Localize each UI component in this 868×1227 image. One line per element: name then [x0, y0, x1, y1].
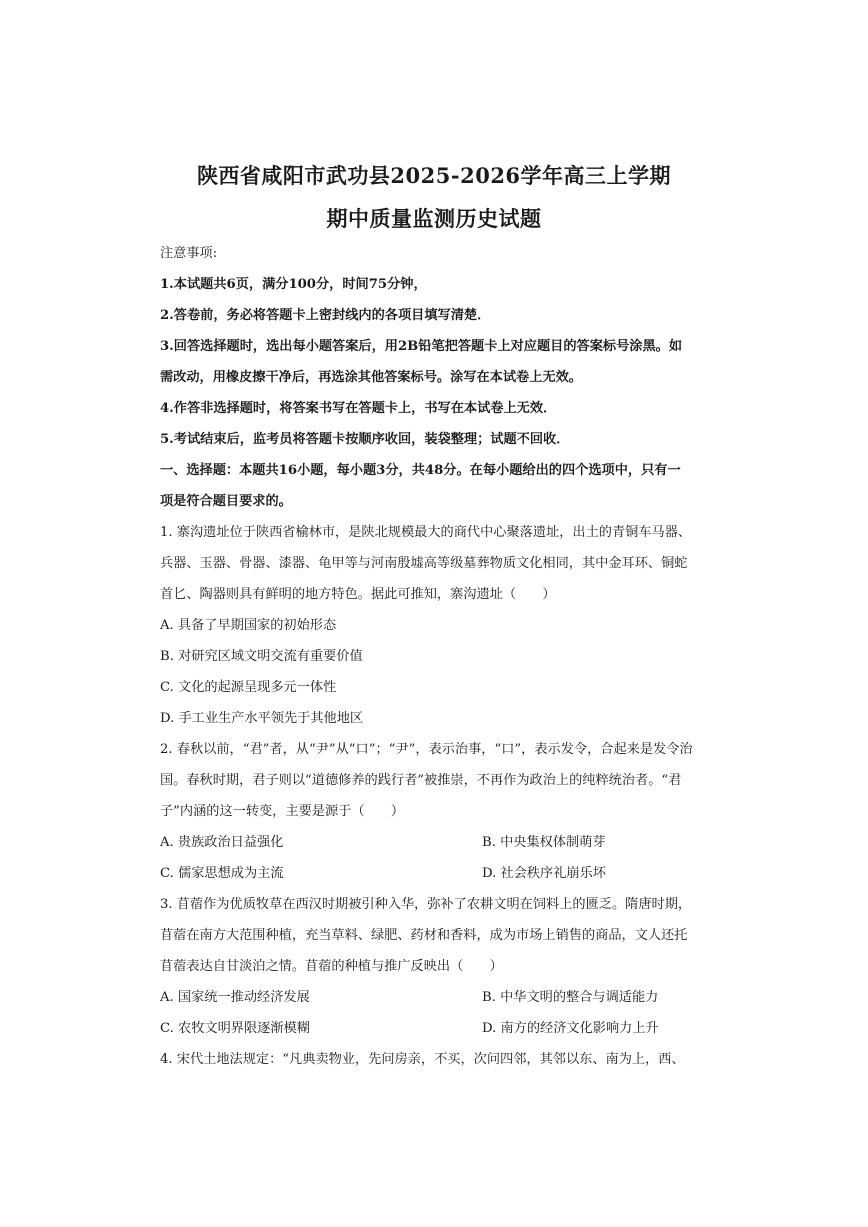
- notice-item: 5.考试结束后，监考员将答题卡按顺序收回，装袋整理；试题不回收．: [160, 432, 570, 447]
- option-a: A. 贵族政治日益强化: [160, 835, 284, 850]
- option-d: D. 手工业生产水平领先于其他地区: [160, 711, 364, 726]
- notice-heading: 注意事项:: [160, 246, 218, 261]
- notice-item: 3.回答选择题时，选出每小题答案后，用2B铅笔把答题卡上对应题目的答案标号涂黑。如: [160, 339, 683, 354]
- exam-title-line1: 陕西省咸阳市武功县2025-2026学年高三上学期: [196, 163, 672, 188]
- option-b: B. 中央集权体制萌芽: [482, 835, 606, 850]
- question-stem: 苜蓿在南方大范围种植，充当草料、绿肥、药材和香料，成为市场上销售的商品，文人还托: [160, 928, 688, 943]
- notice-item: 2.答卷前，务必将答题卡上密封线内的各项目填写清楚．: [160, 308, 491, 323]
- notice-item: 1.本试题共6页，满分100分，时间75分钟，: [160, 277, 427, 292]
- question-stem: 子”内涵的这一转变，主要是源于（ ）: [160, 804, 405, 819]
- question-stem: 首匕、陶器则具有鲜明的地方特色。据此可推知，寨沟遗址（ ）: [160, 587, 556, 602]
- question-stem: 国。春秋时期，君子则以“道德修养的践行者”被推崇，不再作为政治上的纯粹统治者。“君: [160, 773, 682, 788]
- option-a: A. 具备了早期国家的初始形态: [160, 618, 337, 633]
- option-a: A. 国家统一推动经济发展: [160, 990, 310, 1005]
- section-heading: 一、选择题：本题共16小题，每小题3分，共48分。在每小题给出的四个选项中，只有一: [160, 463, 681, 478]
- notice-item: 4.作答非选择题时，将答案书写在答题卡上，书写在本试卷上无效．: [160, 401, 557, 416]
- option-c: C. 文化的起源呈现多元一体性: [160, 680, 337, 695]
- section-heading-cont: 项是符合题目要求的。: [160, 494, 292, 509]
- notice-item: 需改动，用橡皮擦干净后，再选涂其他答案标号。涂写在本试卷上无效。: [160, 370, 582, 385]
- question-stem: 1. 寨沟遗址位于陕西省榆林市，是陕北规模最大的商代中心聚落遗址，出土的青铜车马器、: [160, 525, 692, 540]
- question-stem: 4. 宋代土地法规定：“凡典卖物业，先问房亲，不买，次问四邻，其邻以东、南为上，西、: [160, 1052, 685, 1067]
- option-c: C. 儒家思想成为主流: [160, 866, 284, 881]
- question-stem: 3. 苜蓿作为优质牧草在西汉时期被引种入华，弥补了农耕文明在饲料上的匮乏。隋唐时期，: [160, 897, 692, 912]
- question-stem: 苜蓿表达自甘淡泊之情。苜蓿的种植与推广反映出（ ）: [160, 959, 503, 974]
- option-d: D. 南方的经济文化影响力上升: [482, 1021, 659, 1036]
- option-c: C. 农牧文明界限逐渐模糊: [160, 1021, 310, 1036]
- option-b: B. 对研究区域文明交流有重要价值: [160, 649, 363, 664]
- question-stem: 2. 春秋以前，“君”者，从“尹”从“口”；“尹”，表示治事，“口”，表示发令，合起来是发令治: [160, 742, 693, 757]
- option-b: B. 中华文明的整合与调适能力: [482, 990, 659, 1005]
- exam-title-line2: 期中质量监测历史试题: [326, 206, 542, 231]
- question-stem: 兵器、玉器、骨器、漆器、龟甲等与河南殷墟高等级墓葬物质文化相同，其中金耳环、铜蛇: [160, 556, 688, 571]
- option-d: D. 社会秩序礼崩乐坏: [482, 866, 606, 881]
